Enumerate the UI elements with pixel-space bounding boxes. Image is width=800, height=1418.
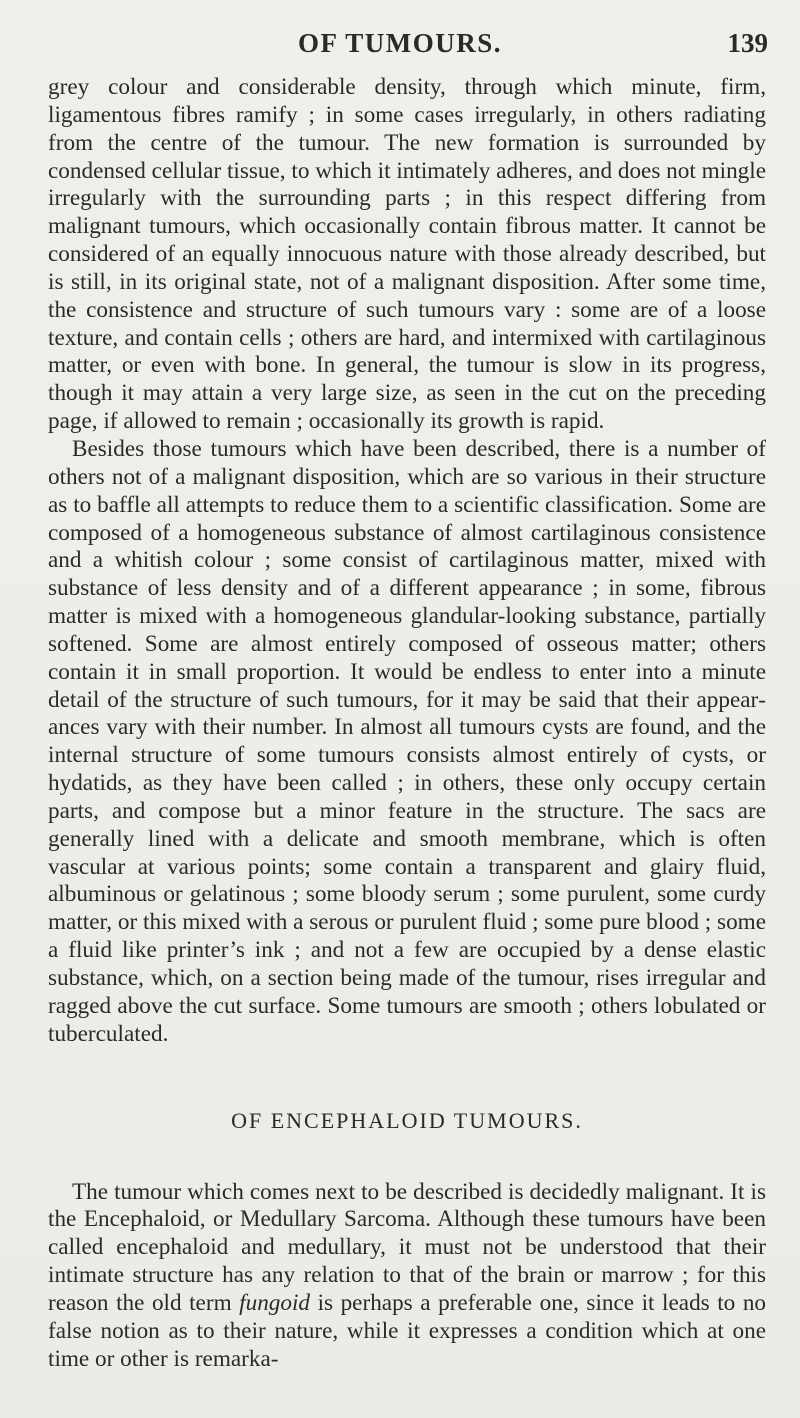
paragraph-3-italic-term: fungoid [239, 1289, 311, 1316]
paragraph-1: grey colour and considerable density, through which minute, firm, ligamentous fibres ramify ; in some cases irregularly, in others radiating from the centre of the tumour. The new formation is surrounded by condensed cellular tissue, to which it intimately adheres, and does not mingle irregularly with the surrounding parts ; in this respect differing from malignant tumours, which occasionally contain fibrous matter. It cannot be considered of an equally innocuous nature with those already described, but is still, in its original state, not of a malignant disposition. After some time, the consistence and structure of such tumours vary : some are of a loose texture, and contain cells ; others are hard, and intermixed with cartilaginous matter, or even with bone. In general, the tumour is slow in its progress, though it may attain a very large size, as seen in the cut on the preceding page, if allowed to remain ; occasionally its growth is rapid. [48, 74, 766, 435]
paragraph-2: Besides those tumours which have been described, there is a number of others not of a malignant disposition, which are so various in their structure as to baffle all attempts to reduce them to a scientific classification. Some are composed of a homogeneous substance of almost cartilaginous consistence and a whitish colour ; some consist of cartilaginous matter, mixed with substance of less density and of a different appearance ; in some, fibrous matter is mixed with a homogeneous glandular-looking substance, partially softened. Some are almost entirely composed of osseous matter; others contain it in small proportion. It would be endless to enter into a minute detail of the structure of such tumours, for it may be said that their appearances vary with their number. In almost all tumours cysts are found, and the internal structure of some tumours consists almost entirely of cysts, or hydatids, as they have been called ; in others, these only occupy certain parts, and compose but a minor feature in the structure. The sacs are generally lined with a delicate and smooth membrane, which is often vascular at various points; some contain a transparent and glairy fluid, albuminous or gelatinous ; some bloody serum ; some purulent, some curdy matter, or this mixed with a serous or purulent fluid ; some pure blood ; some a fluid like printer’s ink ; and not a few are occupied by a dense elastic substance, which, on a section being made of the tumour, rises irregular and ragged above the cut surface. Some tumours are smooth ; others lobulated or tuberculated. [48, 435, 766, 1047]
running-head: OF TUMOURS. [297, 28, 502, 58]
paragraph-3-text-a: The tumour which comes next to be described is decidedly malignant. It is the Encephaloid, or Medullary Sarcoma. Although these tumours have been called encephaloid and medullary, it must not be understood that their intimate structure has any relation to that of the brain or marrow ; for this reason the old term [48, 1178, 766, 1316]
paragraph-3 [48, 1179, 766, 1374]
page-header [0, 28, 800, 68]
page-number: 139 [727, 28, 768, 58]
paragraph-3-text-b: is perhaps a preferable one, since it leads to no false notion as to their nature, while it expresses a condition which at one time or other is remarka- [48, 1289, 767, 1372]
section-heading: OF ENCEPHALOID TUMOURS. [231, 1107, 583, 1133]
body-text [48, 74, 766, 1373]
